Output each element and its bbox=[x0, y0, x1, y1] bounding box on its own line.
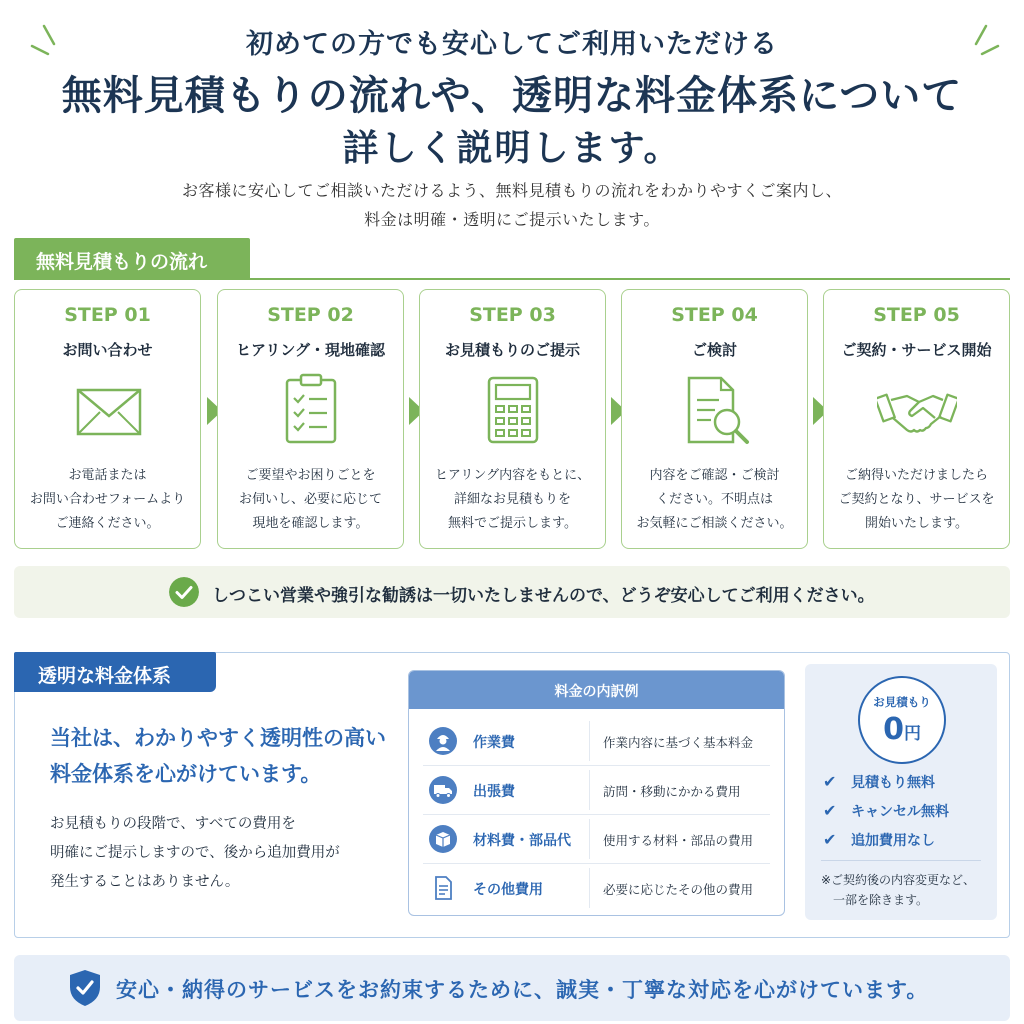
step-card-4 bbox=[621, 289, 808, 549]
step-card-2 bbox=[217, 289, 404, 549]
estimate-note: ※ご契約後の内容変更など、 一部を除きます。 bbox=[821, 873, 976, 907]
flow-section-title: 無料見積もりの流れ bbox=[14, 238, 250, 278]
handshake-icon bbox=[877, 370, 957, 450]
check-icon: ✔ bbox=[823, 772, 837, 791]
table-row bbox=[423, 815, 770, 864]
clipboard-checklist-icon bbox=[271, 370, 351, 450]
step-card-1 bbox=[14, 289, 201, 549]
page-title-line2: 詳しく説明します。 bbox=[342, 128, 682, 169]
step-title: ヒアリング・現地確認 bbox=[235, 341, 386, 359]
estimate-label: お見積もり bbox=[873, 695, 931, 709]
page-description-line2: 料金は明確・透明にご提示いたします。 bbox=[364, 210, 660, 229]
worker-icon bbox=[429, 727, 457, 755]
shield-check-icon bbox=[68, 969, 102, 1007]
table-row bbox=[423, 864, 770, 913]
commitment-banner bbox=[14, 955, 1010, 1021]
check-icon: ✔ bbox=[823, 830, 837, 849]
step-number: STEP 04 bbox=[671, 304, 758, 326]
pricing-body: お見積もりの段階で、すべての費用を 明確にご提示しますので、後から追加費用が 発生することはありません。 bbox=[50, 816, 340, 890]
cost-description: 使用する材料・部品の費用 bbox=[603, 833, 754, 848]
step-card-5 bbox=[823, 289, 1010, 549]
cost-description: 訪問・移動にかかる費用 bbox=[603, 784, 741, 799]
pricing-lead: 当社は、わかりやすく透明性の高い 料金体系を心がけています。 bbox=[50, 726, 386, 786]
benefit-item: ✔ 追加費用なし bbox=[823, 830, 935, 849]
benefit-item: ✔ キャンセル無料 bbox=[823, 801, 949, 820]
cost-name: 作業費 bbox=[473, 735, 515, 751]
table-row bbox=[423, 766, 770, 815]
step-description: 内容をご確認・ご検討 ください。不明点は お気軽にご相談ください。 bbox=[636, 468, 793, 531]
cost-name: 出張費 bbox=[473, 784, 515, 800]
cost-name: その他費用 bbox=[473, 882, 543, 898]
page-subtitle: 初めての方でも安心してご利用いただける bbox=[246, 29, 778, 60]
step-title: お問い合わせ bbox=[62, 341, 153, 359]
check-circle-icon bbox=[169, 577, 199, 607]
check-icon: ✔ bbox=[823, 801, 837, 820]
table-heading: 料金の内訳例 bbox=[409, 671, 784, 709]
page-description-line1: お客様に安心してご相談いただけるよう、無料見積もりの流れをわかりやすくご案内し、 bbox=[181, 181, 842, 200]
notice-text: しつこい営業や強引な勧誘は一切いたしませんので、どうぞ安心してご利用ください。 bbox=[212, 586, 875, 606]
banner-text: 安心・納得のサービスをお約束するために、誠実・丁寧な対応を心がけています。 bbox=[116, 978, 929, 1002]
flow-section-divider bbox=[14, 278, 1010, 280]
document-icon bbox=[429, 874, 457, 902]
truck-icon bbox=[429, 776, 457, 804]
step-description: ご納得いただけましたら ご契約となり、サービスを 開始いたします。 bbox=[838, 468, 995, 531]
cost-description: 必要に応じたその他の費用 bbox=[603, 882, 754, 897]
benefit-item: ✔ 見積もり無料 bbox=[823, 772, 935, 791]
divider bbox=[821, 860, 981, 861]
step-title: ご検討 bbox=[691, 341, 737, 359]
pricing-section-title: 透明な料金体系 bbox=[14, 652, 216, 692]
estimate-amount: 0円 bbox=[883, 712, 921, 747]
page-title: 無料見積もりの流れや、透明な料金体系について bbox=[61, 73, 963, 119]
reassurance-notice bbox=[14, 566, 1010, 618]
price-breakdown-table bbox=[408, 670, 785, 916]
cost-name: 材料費・部品代 bbox=[473, 833, 571, 849]
calculator-icon bbox=[473, 370, 553, 450]
step-number: STEP 05 bbox=[873, 304, 960, 326]
step-number: STEP 01 bbox=[64, 304, 151, 326]
step-title: お見積もりのご提示 bbox=[444, 341, 580, 359]
step-description: お電話または お問い合わせフォームより ご連絡ください。 bbox=[29, 468, 186, 531]
step-title: ご契約・サービス開始 bbox=[841, 341, 992, 359]
table-row bbox=[423, 717, 770, 766]
step-description: ヒアリング内容をもとに、 詳細なお見積もりを 無料でご提示します。 bbox=[434, 468, 591, 531]
free-estimate-panel bbox=[805, 664, 997, 920]
document-search-icon bbox=[675, 370, 755, 450]
step-number: STEP 02 bbox=[267, 304, 354, 326]
box-icon bbox=[429, 825, 457, 853]
step-description: ご要望やお困りごとを お伺いし、必要に応じて 現地を確認します。 bbox=[238, 468, 382, 531]
step-number: STEP 03 bbox=[469, 304, 556, 326]
cost-description: 作業内容に基づく基本料金 bbox=[603, 735, 754, 750]
envelope-icon bbox=[68, 370, 148, 450]
step-card-3 bbox=[419, 289, 606, 549]
free-estimate-badge bbox=[858, 676, 946, 764]
